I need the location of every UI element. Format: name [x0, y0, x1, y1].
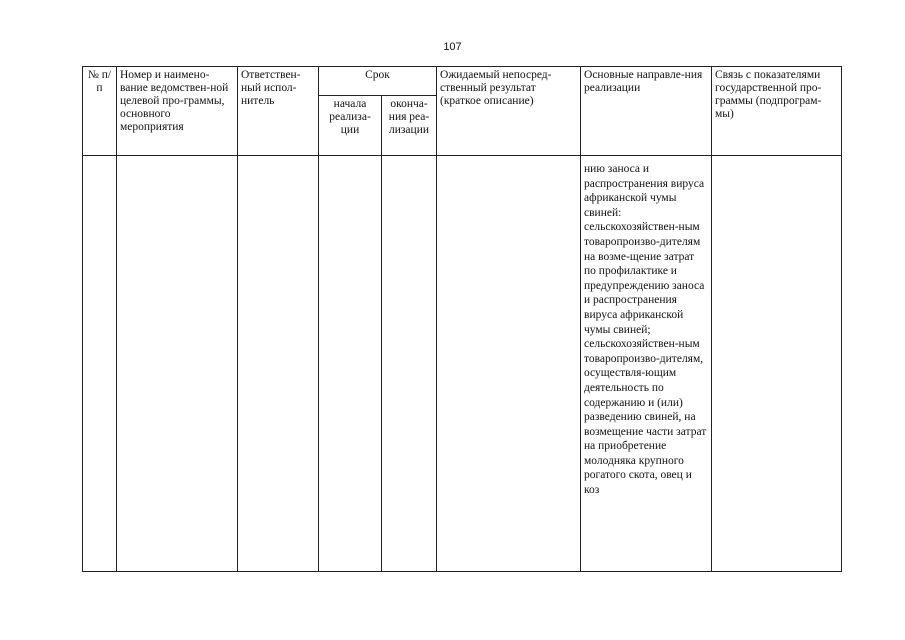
- cell-executor: [238, 156, 319, 572]
- header-num: № п/п: [83, 67, 117, 156]
- program-table-container: [82, 66, 842, 572]
- cell-program: [117, 156, 238, 572]
- cell-num: [83, 156, 117, 572]
- header-link: Связь с показателями государственной про-граммы (подпрограм-мы): [712, 67, 842, 156]
- cell-term-end: [382, 156, 437, 572]
- header-result: Ожидаемый непосред-ственный результат (краткое описание): [437, 67, 581, 156]
- program-table: [82, 66, 842, 572]
- cell-term-start: [319, 156, 382, 572]
- header-term-start: начала реализа-ции: [319, 96, 382, 156]
- table-row: [83, 156, 842, 572]
- header-program: Номер и наимено-вание ведомствен-ной целевой про-граммы, основного мероприятия: [117, 67, 238, 156]
- cell-directions: нию заноса и распространения вируса африканской чумы свиней: сельскохозяйствен-ным товаропроизво-дителям на возме-щение затрат по профилактике и предупреждению заноса и распространения вируса африканской чумы свиней; сельскохозяйствен-ным товаропроизво-дителям, осуществля-ющим деятельность по содержанию и (или) разведению свиней, на возмещение части затрат на приобретение молодняка крупного рогатого скота, овец и коз: [581, 156, 712, 572]
- header-term-end: оконча-ния реа-лизации: [382, 96, 437, 156]
- header-directions: Основные направле-ния реализации: [581, 67, 712, 156]
- page-number: 107: [443, 41, 462, 53]
- header-executor: Ответствен-ный испол-нитель: [238, 67, 319, 156]
- cell-result: [437, 156, 581, 572]
- header-term: Срок: [319, 67, 437, 96]
- table-header-row: [83, 67, 842, 96]
- cell-link: [712, 156, 842, 572]
